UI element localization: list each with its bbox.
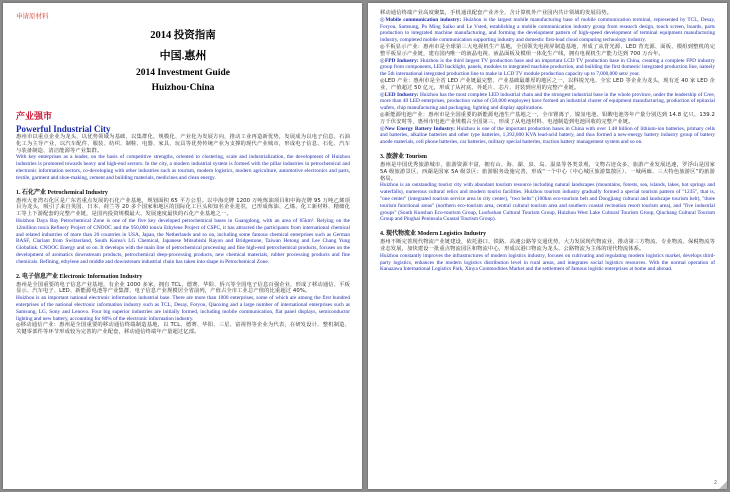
subheading-petrochemical: 1. 石化产业 Petrochemical Industry [16, 189, 108, 196]
title-cn-city: 中国.惠州 [159, 50, 207, 62]
intro-paragraph-en: With key enterprises as a leader, on the basis of competitive strengths, oriented to clustering, scale and industrialization, the development of Huizhou industries is promoted towards heavy and high-end sectors. In the city, a modern industrial system is formed with the pillar industries in petrochemical and electronic information sectors, co-developing with other industries such as tourism, modern logistics, modern agriculture, automotive electronics and parts, textile, garment and shoe-making, cement and building materials, medicines and clean energy. [16, 154, 350, 181]
mobile-paragraph-en [380, 17, 715, 44]
header-stamp: 申请原材料 [16, 12, 49, 20]
battery-paragraph-en [380, 126, 715, 146]
title-block [16, 27, 350, 93]
fpd-heading-en: ◎FPD Industry: [380, 57, 419, 64]
electronic-paragraph-en: Huizhou is an important national electronic information industrial base. There are more than 1000 enterprises, some of which are among the first hundred enterprises of the national electronic information industry such as TCL, Desay, Foryou, Qiaoxing and a large number of international enterprises such as Samsung, LG, Sony and Lenovo. Four big superior industries are initially formed, including mobile communication, flat panel displays, semiconductor lighting and new battery, accounting for 80% of the electronic information industry. [16, 295, 350, 322]
mobile-heading-en: ◎Mobile communication industry: [380, 16, 462, 23]
title-en-guide: 2014 Investment Guide [136, 68, 230, 78]
tourism-paragraph-cn: 惠州是中国优秀旅游城市，旅游资源丰富，拥有山、海、湖、泉、岛、温泉等各类景观，文物古迹众多，旅游产业发展迅速，罗浮山是国家 5A 级旅游景区，西湖是国家 5A 级景区；旅游服务设施完善，形成“一个中心（中心城区旅游集散区）、一城两廊、三大特色旅游区”的旅游格局。 [380, 161, 715, 182]
battery-heading-en: ◎New Energy Battery Industry: [380, 125, 456, 132]
led-paragraph-en [380, 92, 715, 112]
electronic-paragraph-cn: 惠州是全国重要的电子信息产业基地，有企业 1000 多家，拥有 TCL、德赛、华阳、侨兴等全国电子信息百强企业，形成了移动通信、平板显示、汽车电子、LED、新能源电池等产业集群，电子信息产业规模居全省前列，产值占全市工业总产值的比重超过 40%。 [16, 281, 350, 295]
mobile-body-en: Huizhou is the largest mobile manufacturing base of mobile communication terminal, represented by TCL, Desay, Foryou, Samsung, Po Ming Saiko and Le Vsted, establishing a mobile communication industry group from research design, touch screen, boards, parts production to integrated machine manufacturing, and forming the development pattern of high-speed development of terminal equipment manufacturing industry, completed mobile communication supporting industry and domestic first-lead cloud computing technology industry. [380, 16, 715, 44]
page-curl-icon [719, 481, 727, 489]
logistics-paragraph-en: Huizhou constantly improves the infrastructures of modern logistics industry, focuses on cultivating and regulating modern logistics market, develops third-party logistics, enhances the modern logistics distribution level in rural areas, and integrates social logistics resources. With the normal operation of Kanazawa International Logistics Park, Xinya Commodities Market and the settlement of famous logistic enterprises at home and abroad. [380, 252, 715, 273]
mobile-paragraph-cn: ◎移动通信产业：惠州是全国重要的移动通信终端制造基地，以 TCL、德赛、华阳、三星、富视得等企业为代表，在研发设计、整机制造、关键零部件等环节形成较为完善的产业配套，移动通信终端年产量超过亿部。 [16, 322, 350, 336]
led-body-en: Huizhou has the most complete LED industrial chain and the strongest industrial base in the whole province, under the leadership of Cree, more than 40 LED enterprises, production value of (50,000 employee) have formed an industrial cluster of equipment manufacturing, production of epitaxial wafers, chip manufacturing and packaging, lighting and display applications. [380, 91, 716, 112]
subheading-tourism: 3. 旅游业 Tourism [380, 153, 427, 160]
led-heading-en: ◎LED Industry: [380, 91, 419, 98]
title-cn-year: 2014 投资指南 [150, 30, 216, 41]
fpd-paragraph-en [380, 58, 715, 78]
petrochemical-paragraph-cn: 惠州大亚湾石化区是广东省重点发展的石化产业基地，规划面积 65 平方公里。以中海壳牌 1200 万吨炼油项目和中海壳牌 95 万吨乙烯项目为龙头，吸引了来自英国、日本、荷兰等 20 多个国家和地区的国际化工巨头和知名企业进驻，已形成炼油、乙烯、化工新材料、精细化工等上下游配套的完整产业链，是国内投资规模最大、发展速度最快的石化产业基地之一。 [16, 197, 350, 218]
page-number: 2 [713, 480, 717, 486]
logistics-paragraph-cn: 惠州不断完善现代物流产业链建设，依托港口、铁路、高速公路等交通优势，大力发展现代物流业，推动第三方物流、专业物流、保税物流等业态发展，加快建设一批重点物流园区和物流中心，形成以港口物流为龙头、公路物流为主体的现代物流体系。 [380, 239, 715, 252]
fpd-body-en: Huizhou is the third largest TV production base and an important LCD TV production base in China, creating a complete FPD industry group from components, LED backlight, panels, modules to integrated machine production, and building the first domestic integrated production line, namely the 5th international integrated production line to make in LCD TV module production capacity up to 7,000,000 sets/ year. [380, 57, 715, 78]
subheading-logistics: 4. 现代物流业 Modern Logistics Industry [380, 231, 487, 238]
intro-paragraph-cn: 惠州市以重点企业为龙头，以优势领域为基础，以集群化、规模化、产业化为发展方向，推动工业再造新优势，发展成为以电子信息、石油化工为主导产业，以汽车配件、服装、纺织、制鞋、电器、家具、玩具等优势传统产业为支撑的现代产业城市，形成电子信息、石化、汽车与装备制造、清洁能源等产业集群。 [16, 134, 350, 154]
led-paragraph-cn: ◎LED 产业：惠州市是全省 LED 产业链最完整、产业基础最雄厚的地区之一，以科锐光电、全宏 LED 等企业为龙头，现有近 40 家 LED 企业，产值超过 50 亿元，形成了从衬底、外延片、芯片、封装到应用的完整产业链。 [380, 77, 715, 91]
document-page-right [368, 3, 727, 489]
petrochemical-paragraph-en: Huizhou Daya Bay Petrochemical Zone is one of the five key developed petrochemical bases in Guangdong, with an area of 65km². Relying on the 12million ton/a Refinery Project of CNOOC and the 950,000 tons/a Ethylene Project of CSPC, it has attracted the participants from international chemical and related industries of more than 20 countries in USA, Japan, the Netherlands and so on, including some famous chemical enterprises such as German BASF, Clariant from Switzerland, South Korea's LG Chemical, Japanese Mitsubishi Rayon and Bridgestone, Taiwan Hetong and Lee Chang Yung Globalink. CNOOC Energy and so on. It develops with the main line of petrochemical processing and fine high-end petrochemical products, focuses on the development of aromatics downstream products, petrochemical deep-processing products, new chemical materials, rubber processing products and fine chemicals. Refining, ethylene and middle and downstream industrial chain has taken into shape in Petrochemical Zone. [16, 217, 350, 265]
title-en-city: Huizhou·China [151, 83, 215, 93]
continued-paragraph-cn: 移动通信终端产业高度聚集，手机通讯配套产业齐全，含计算机外产业园内共计领域的发展局势。 [380, 10, 613, 16]
battery-body-en: Huizhou is one of the important production bases in China with over 1.48 billion of lithium-ion batteries, primary cells and batteries, alkaline batteries and other type batteries, 1,392,000 KVA lead-acid battery, and thus formed a new-energy battery industry group of battery anode materials, cell phone batteries, car batteries, military special batteries, traction battery management system and so on. [380, 125, 715, 146]
section-title-en: Powerful Industrial City [16, 124, 111, 134]
tourism-paragraph-en: Huizhou is an outstanding tourist city with abundant tourism resource including natural landscapes (mountains, forests, sea, islands, lakes, hot springs and waterfalls), numerous cultural relics and modern tourist facilities. Huizhou tourism industry gradually formed a special tourism pattern of "1235", that is, "one center" (integrated tourism service area in city center), "two belts" (100km eco-tourism belt and Dongjiang cultural and landscape tourism belt), "three tourism functional areas" (northern eco-tourism area, central cultural tourism area and southern coastal recreation resort tourism area), and "five industrial groups" (South Kunshan Eco-tourism Group, Luofushan Cultural Tourism Group, Huizhou West Lake Cultural Tourism Group, Qiuchang Cultural Tourism Group and Pinghai Peninsula Coastal Tourism Group). [380, 182, 715, 223]
fpd-paragraph-cn: ◎平板显示产业：惠州市是全球第三大电视机生产基地，全国领先电视屏制造基地，形成了从背光源、LED 背光源、面板、模组到整机的完整平板显示产业链，建有国内唯一的液晶电视、液晶面板及模组一体化生产线，拥有电视机生产能力达到 700 万台年。 [380, 43, 715, 57]
document-page-left [3, 3, 362, 489]
subheading-electronic: 2. 电子信息产业 Electronic Information Industry [16, 273, 143, 280]
battery-paragraph-cn: ◎新能源电池产业：惠州市是全国重要的新能源电池生产基地之一，全市锂离子、镍氢电池、铅酸电池等年产量分别达到 14.8 亿只、139.2 万千伏安时等，惠州市电池产业规模占全国第三，形成了从电池材料、电池制造到电池回收的完整产业链。 [380, 111, 715, 125]
section-title-cn: 产业强市 [16, 112, 53, 122]
